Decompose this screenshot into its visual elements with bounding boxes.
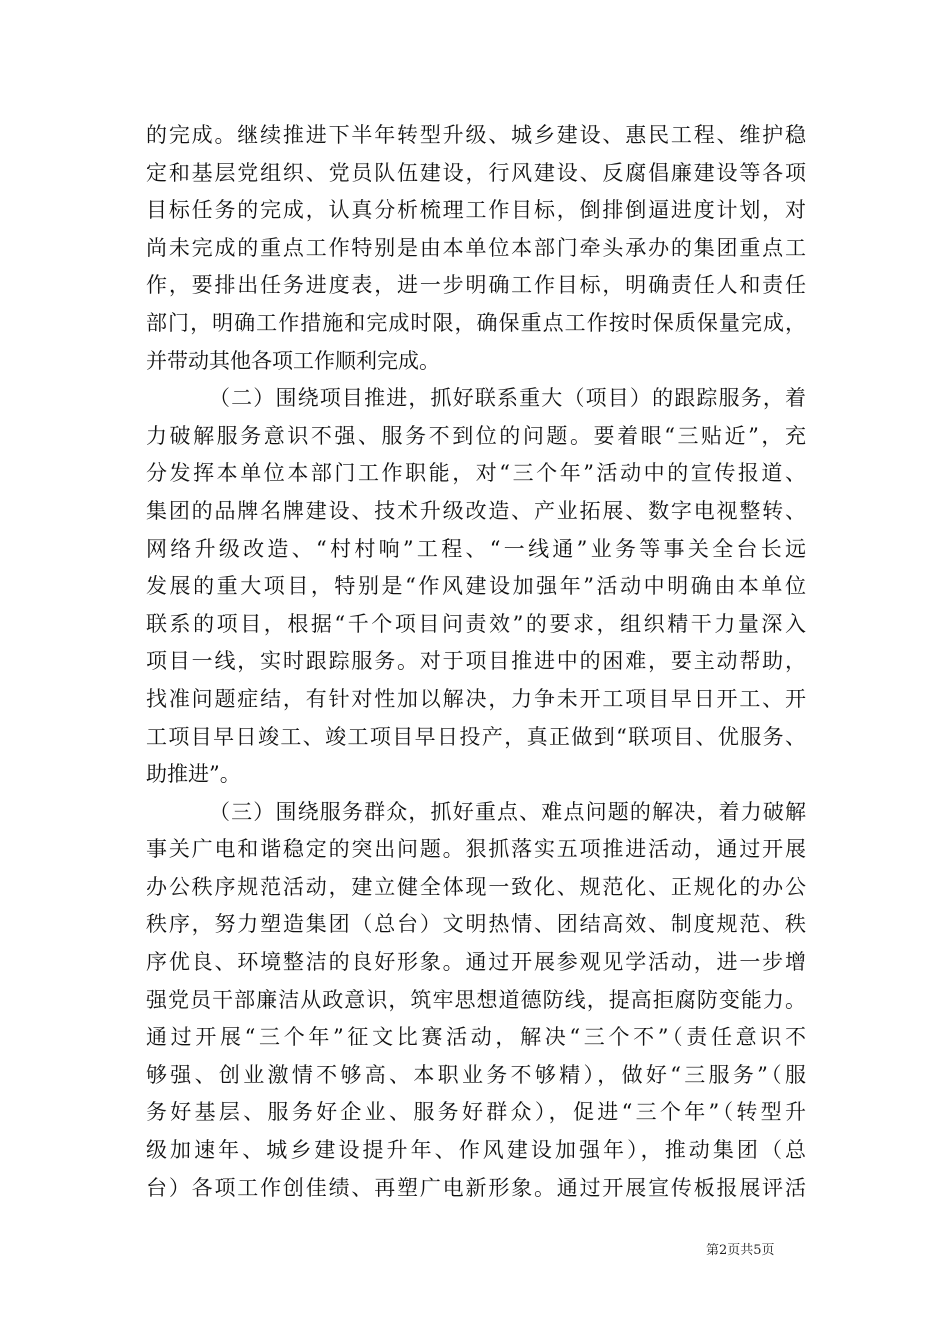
body-line: 的完成。继续推进下半年转型升级、城乡建设、惠民工程、维护稳 — [146, 123, 806, 147]
body-line: 工项目早日竣工、竣工项目早日投产，真正做到“联项目、优服务、 — [146, 724, 806, 749]
body-line: 事关广电和谐稳定的突出问题。狠抓落实五项推进活动，通过开展 — [146, 837, 806, 862]
body-line: 秩序，努力塑造集团（总台）文明热情、团结高效、制度规范、秩 — [146, 912, 806, 937]
body-line: 发展的重大项目，特别是“作风建设加强年”活动中明确由本单位 — [146, 574, 806, 599]
body-line: 办公秩序规范活动，建立健全体现一致化、规范化、正规化的办公 — [146, 874, 806, 899]
body-line: 项目一线，实时跟踪服务。对于项目推进中的困难，要主动帮助， — [146, 649, 806, 674]
body-line: 部门，明确工作措施和完成时限，确保重点工作按时保质保量完成， — [146, 310, 806, 335]
body-line: 定和基层党组织、党员队伍建设，行风建设、反腐倡廉建设等各项 — [146, 160, 806, 185]
body-line: 尚未完成的重点工作特别是由本单位本部门牵头承办的集团重点工 — [146, 235, 806, 260]
body-line: 集团的品牌名牌建设、技术升级改造、产业拓展、数字电视整转、 — [146, 498, 806, 523]
body-line: 力破解服务意识不强、服务不到位的问题。要着眼“三贴近”，充 — [146, 423, 806, 448]
body-line: 台）各项工作创佳绩、再塑广电新形象。通过开展宣传板报展评活 — [146, 1175, 806, 1200]
document-body — [146, 117, 806, 1207]
section-3-heading-line: （三）围绕服务群众，抓好重点、难点问题的解决，着力破解 — [209, 799, 806, 824]
body-line: 级加速年、城乡建设提升年、作风建设加强年），推动集团（总 — [146, 1138, 806, 1163]
body-line: 作，要排出任务进度表，进一步明确工作目标，明确责任人和责任 — [146, 273, 806, 298]
body-line: 联系的项目，根据“千个项目问责效”的要求，组织精干力量深入 — [146, 611, 806, 636]
body-line: 通过开展“三个年”征文比赛活动，解决“三个不”（责任意识不 — [146, 1025, 806, 1050]
body-line: 分发挥本单位本部门工作职能，对“三个年”活动中的宣传报道、 — [146, 461, 806, 486]
body-line: 序优良、环境整洁的良好形象。通过开展参观见学活动，进一步增 — [146, 950, 806, 975]
body-line: 并带动其他各项工作顺利完成。 — [146, 348, 440, 373]
page-number-label: 第2页共5页 — [706, 1243, 775, 1258]
body-line: 助推进”。 — [146, 762, 241, 787]
section-2-heading-line: （二）围绕项目推进，抓好联系重大（项目）的跟踪服务，着 — [209, 386, 806, 411]
body-line: 目标任务的完成，认真分析梳理工作目标，倒排倒逼进度计划，对 — [146, 198, 806, 223]
body-line: 强党员干部廉洁从政意识，筑牢思想道德防线，提高拒腐防变能力。 — [146, 987, 806, 1012]
body-line: 务好基层、服务好企业、服务好群众），促进“三个年”（转型升 — [146, 1100, 806, 1125]
body-line: 够强、创业激情不够高、本职业务不够精），做好“三服务”（服 — [146, 1062, 806, 1087]
body-line: 找准问题症结，有针对性加以解决，力争未开工项目早日开工、开 — [146, 686, 806, 711]
body-line: 网络升级改造、“村村响”工程、“一线通”业务等事关全台长远 — [146, 536, 806, 561]
